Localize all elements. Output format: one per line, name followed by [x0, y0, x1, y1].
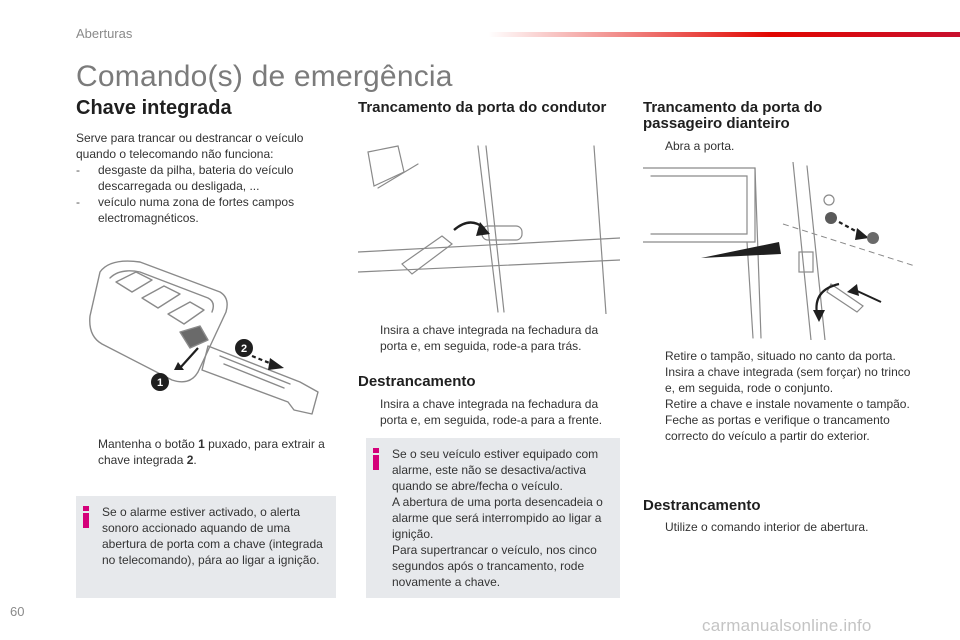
heading-driver-door-lock: Trancamento da porta do condutor: [358, 99, 607, 116]
step-list: [643, 519, 911, 535]
arrow-extract: [252, 356, 272, 364]
mirror: [368, 146, 404, 186]
page-title: Comando(s) de emergência: [76, 60, 453, 93]
watermark: carmanualsonline.info: [702, 616, 872, 635]
heading-unlock: Destrancamento: [358, 373, 476, 390]
release-button: [180, 326, 208, 348]
pointer-triangle: [701, 242, 781, 258]
heading-chave-integrada: Chave integrada: [76, 97, 232, 119]
list-item: Retire a chave e instale novamente o tampão.: [665, 397, 910, 411]
fob-button: [168, 302, 204, 324]
list-item: Insira a chave integrada (sem forçar) no trinco e, em seguida, rode o conjunto.: [665, 365, 911, 395]
info-box-alarm: [76, 496, 336, 598]
list-item: Feche as portas e verifique o trancamento correcto do veículo a partir do exterior.: [665, 413, 890, 443]
dash-marker: -: [76, 195, 80, 209]
svg-text:1: 1: [156, 377, 164, 389]
conditions-list: [76, 162, 326, 226]
cap-removed: [867, 232, 879, 244]
list-item: - veículo numa zona de fortes campos electromagnéticos.: [76, 195, 295, 225]
info-icon: [372, 448, 380, 470]
page-number: 60: [10, 604, 25, 619]
passenger-door-illustration: [643, 162, 915, 340]
step-list: [76, 436, 338, 468]
blade-groove: [220, 356, 290, 384]
step-list: [358, 322, 620, 354]
step-list: [643, 348, 911, 444]
arrow-head: [855, 228, 869, 240]
list-item: - desgaste da pilha, bateria do veículo descarregada ou desligada, ...: [76, 163, 294, 193]
driver-door-illustration: [358, 142, 620, 314]
heading-passenger-door-lock: Trancamento da porta do passageiro dianteiro: [643, 99, 823, 132]
list-item: Retire o tampão, situado no canto da porta.: [665, 349, 896, 363]
list-item: Insira a chave integrada na fechadura da porta e, em seguida, rode-a para a frente.: [380, 397, 603, 427]
svg-text:2: 2: [240, 343, 248, 355]
fob-button: [142, 286, 180, 308]
door-panel: [643, 168, 755, 242]
arrow-head: [268, 358, 284, 370]
list-item: Abra a porta.: [665, 139, 735, 153]
arrow-insert: [855, 290, 881, 302]
step-list: [643, 138, 905, 154]
info-box-alarm-supertrancar: [366, 438, 620, 598]
list-item: Insira a chave integrada na fechadura da porta e, em seguida, rode-a para trás.: [380, 323, 599, 353]
arrow-release: [180, 348, 198, 368]
list-item: Mantenha o botão 1 puxado, para extrair a chave integrada 2.: [98, 437, 325, 467]
section-label: Aberturas: [76, 26, 133, 41]
header-accent-bar: [488, 32, 960, 37]
list-item: Utilize o comando interior de abertura.: [665, 520, 869, 534]
heading-unlock: Destrancamento: [643, 497, 761, 514]
cap-removed: [825, 212, 837, 224]
intro-text: Serve para trancar ou destrancar o veículo quando o telecomando não funciona:: [76, 131, 304, 161]
dash-marker: -: [76, 163, 80, 177]
striker: [799, 252, 813, 272]
step-list: [358, 396, 620, 428]
pillar: [793, 162, 811, 340]
info-text: Se o alarme estiver activado, o alerta sonoro accionado aquando de uma abertura de porta com a chave (integrada no telecomando), pára ao ligar a ignição.: [102, 505, 323, 567]
info-text: Se o seu veículo estiver equipado com alarme, este não se desactiva/activa quando se abre/fecha o veículo. A abertura de uma porta desencadeia o alarme que será interrompido ao ligar a ignição. Para supertrancar o veículo, nos cinco segundos após o trancamento, rode novamente a chave.: [392, 447, 603, 589]
key-fob-illustration: [80, 252, 330, 430]
info-icon: [82, 506, 90, 528]
cap: [824, 195, 834, 205]
arrow-head: [847, 284, 859, 296]
